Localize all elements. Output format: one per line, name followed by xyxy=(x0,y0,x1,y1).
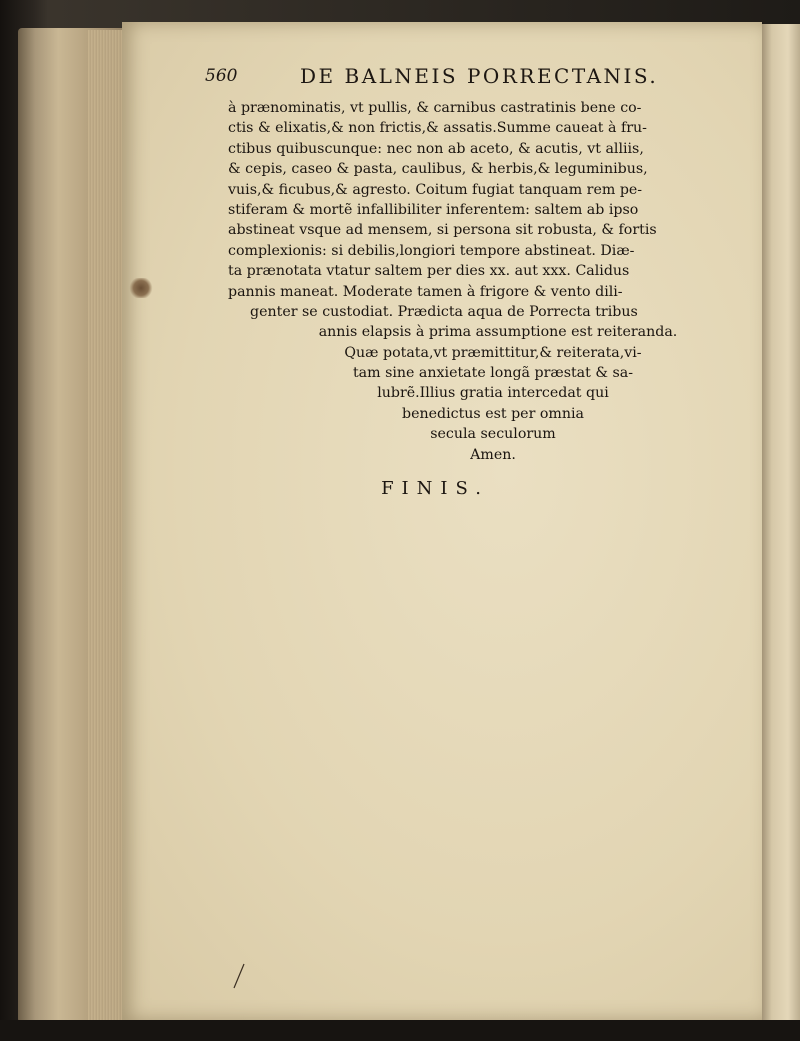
pen-stroke-mark xyxy=(232,962,246,990)
closing-line: lubrẽ.Illius gratia intercedat qui xyxy=(377,385,609,402)
text-line: ta prænotata vtatur saltem per dies xx. aut xxx. Calidus xyxy=(228,263,630,280)
running-title: DE BALNEIS PORRECTANIS. xyxy=(300,64,659,88)
closing-line: tam sine anxietate longã præstat & sa- xyxy=(352,365,634,382)
text-line: stiferam & mortẽ infallibiliter inferentem: saltem ab ipso xyxy=(228,201,639,218)
text-line: abstineat vsque ad mensem, si persona sit robusta, & fortis xyxy=(228,222,657,239)
facing-page-edge xyxy=(760,24,800,1024)
closing-line: benedictus est per omnia xyxy=(402,405,584,422)
closing-line: Quæ potata,vt præmittitur,& reiterata,vi- xyxy=(344,344,642,361)
text-line: genter se custodiat. Prædicta aqua de Porrecta tribus xyxy=(250,303,638,320)
text-line: complexionis: si debilis,longiori tempore abstineat. Diæ- xyxy=(228,242,635,259)
finis-colophon: FINIS. xyxy=(381,478,489,499)
closing-line: Amen. xyxy=(470,446,516,463)
page-header xyxy=(205,62,685,92)
ink-stain xyxy=(128,278,154,298)
page-number: 560 xyxy=(205,66,238,86)
text-line: & cepis, caseo & pasta, caulibus, & herbis,& leguminibus, xyxy=(228,161,648,178)
text-line: vuis,& ficubus,& agresto. Coitum fugiat tanquam rem pe- xyxy=(228,181,643,198)
closing-line: secula seculorum xyxy=(430,426,556,443)
text-line: ctis & elixatis,& non frictis,& assatis.Summe caueat à fru- xyxy=(228,120,647,137)
text-line: pannis maneat. Moderate tamen à frigore & vento dili- xyxy=(228,283,623,300)
closing-line: annis elapsis à prima assumptione est reiteranda. xyxy=(318,324,678,341)
text-line: à prænominatis, vt pullis, & carnibus castratinis bene co- xyxy=(228,100,642,116)
bottom-shadow xyxy=(0,1020,800,1041)
body-text xyxy=(228,98,728,465)
text-line: ctibus quibuscunque: nec non ab aceto, & acutis, vt alliis, xyxy=(228,140,644,157)
